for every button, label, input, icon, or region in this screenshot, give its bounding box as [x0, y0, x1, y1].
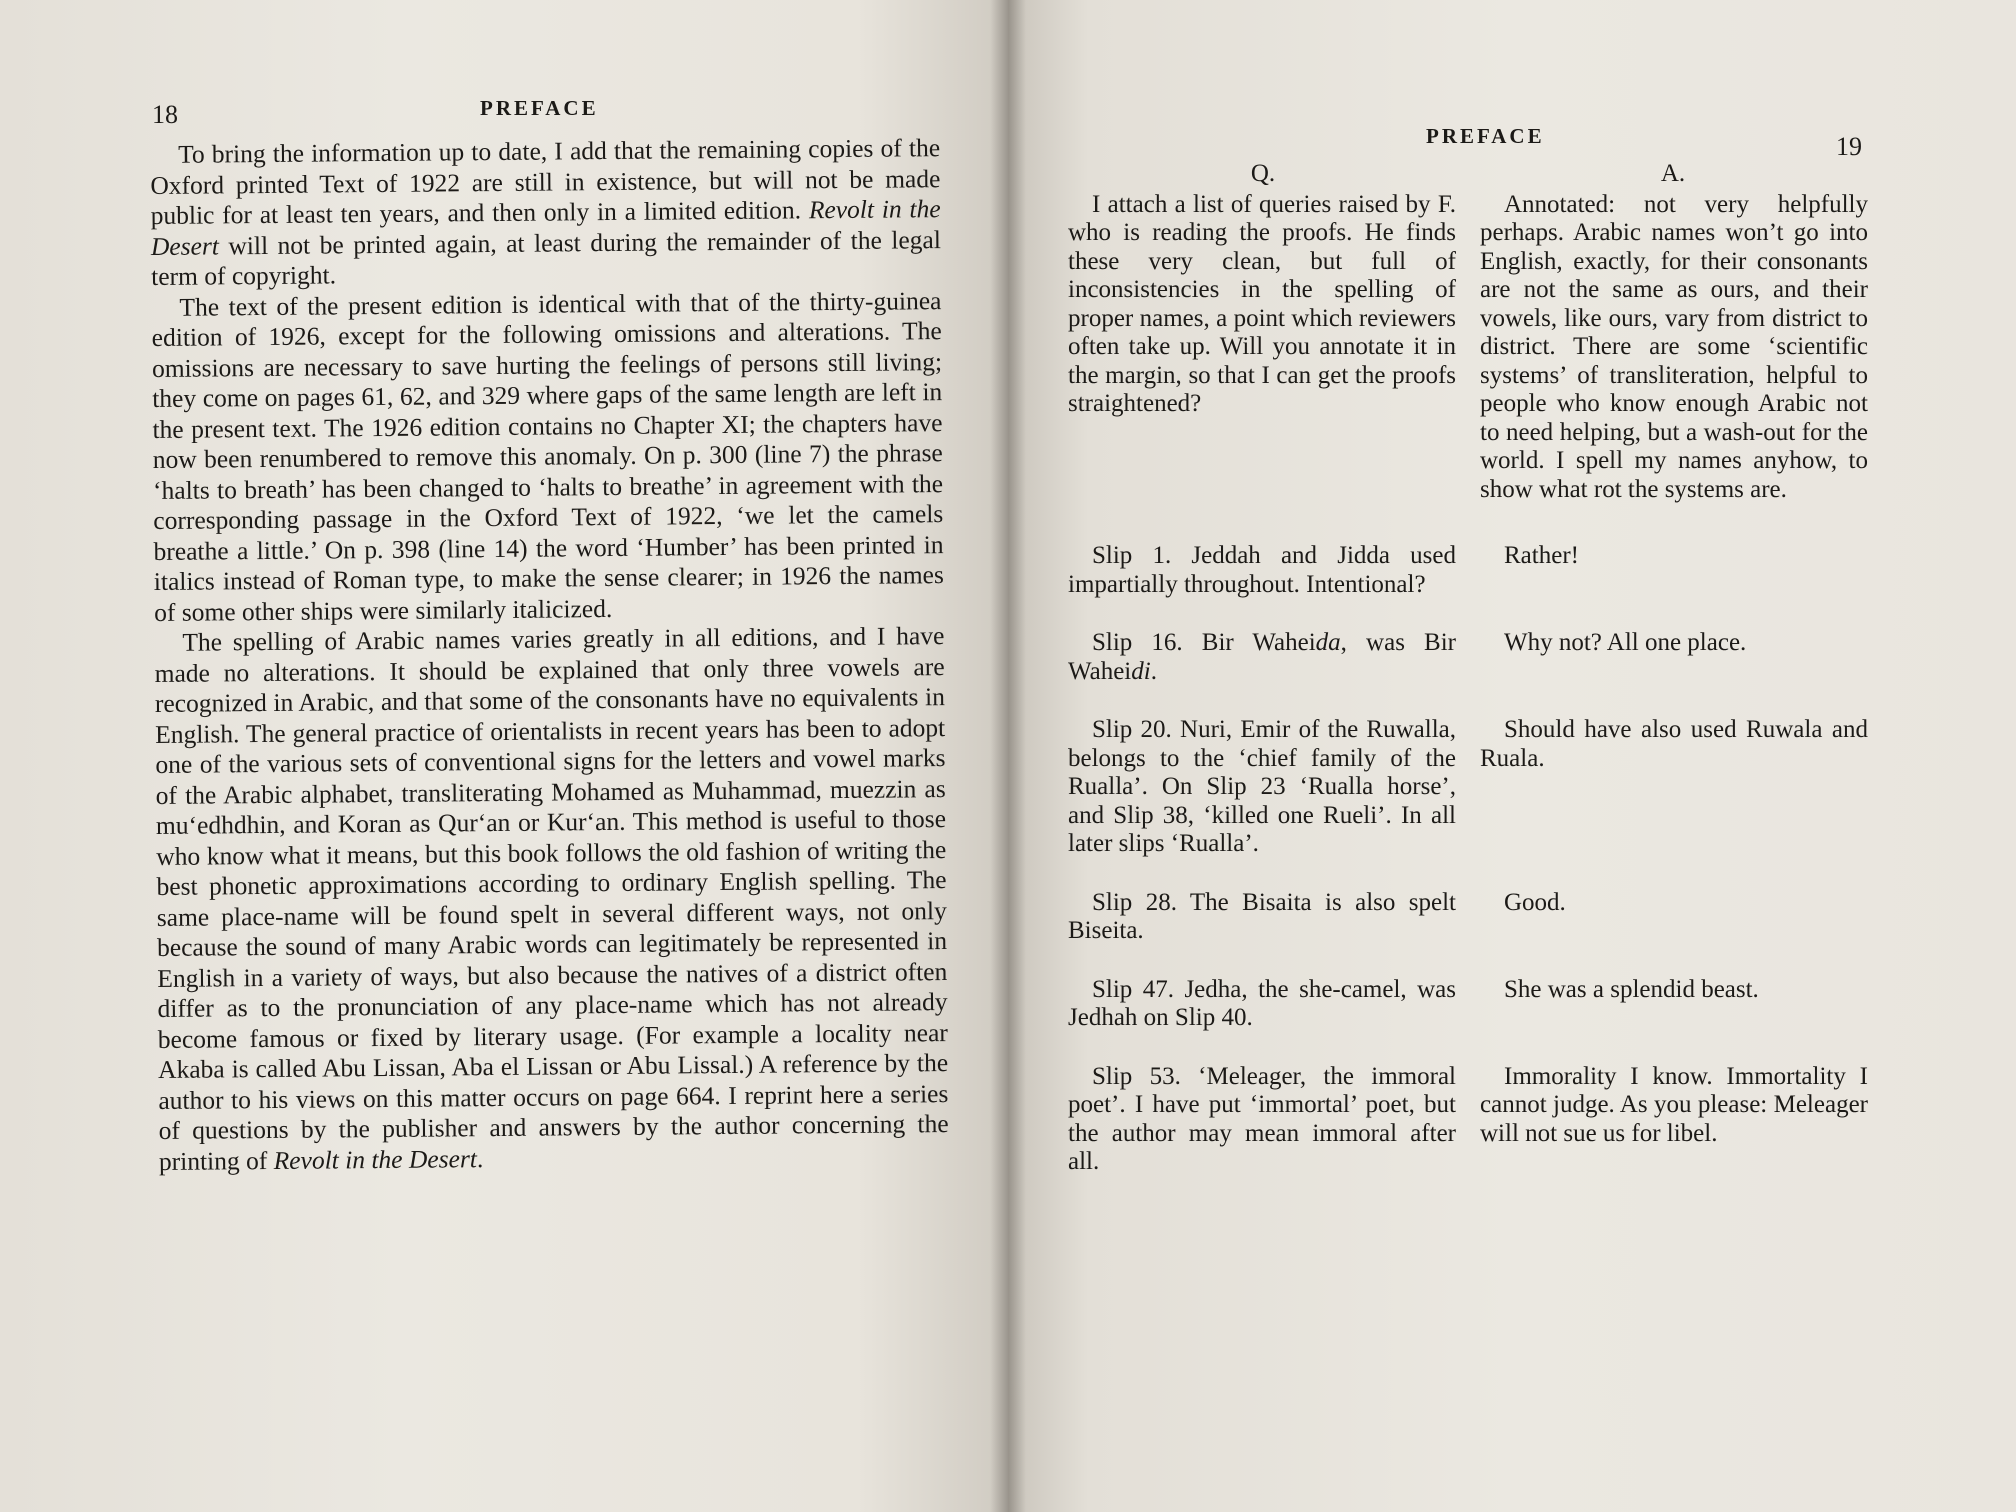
paragraph-1: To bring the information up to date, I add that the remaining copies of the Oxford printed Text of 1922 are still in existence, but will not be made public for at least ten years, and then only in a limited edition. Revolt in the Desert will not be printed again, at least during the remainder of the legal term of copyright. — [150, 133, 942, 291]
slip-answer: Good. — [1504, 888, 1566, 916]
paragraph-3: The spelling of Arabic names varies greatly in all editions, and I have made no alterations. It should be explained that only three vowels are recognized in Arabic, and that some of the consonants have no equivalents in English. The general practice of orientalists in recent years has been to adopt one of the various sets of conventional signs for the letters and vowel marks of the Arabic alphabet, transliterating Mohamed as Muhammad, muezzin as mu‘edhdhin, and Koran as Qur‘an or Kur‘an. This method is useful to those who know what it means, but this book follows the old fashion of writing the best phonetic approximations according to ordinary English spelling. The same place-name will be found spelt in several different ways, not only because the sound of many Arabic words can legitimately be represented in English in a variety of ways, but also because the natives of a district often differ as to the pronunciation of any place-name which has not already become famous or fixed by literary usage. (For example a locality near Akaba is called Abu Lissan, Aba el Lissan or Abu Lissal.) A reference by the author to his views on this matter occurs on page 664. I reprint here a series of questions by the publisher and answers by the author concerning the printing of Revolt in the Desert. — [154, 621, 949, 1176]
page-number-left: 18 — [152, 100, 178, 129]
slip-question: Slip 47. Jedha, the she-camel, was Jedhah on Slip 40. — [1068, 975, 1456, 1031]
slip-row — [1068, 889, 1868, 946]
slip-question: Slip 20. Nuri, Emir of the Ruwalla, belongs to the ‘chief family of the Rualla’. On Slip 23 ‘Rualla horse’, and Slip 38, ‘killed one Rueli’. In all later slips ‘Rualla’. — [1068, 716, 1456, 857]
qa-table — [1068, 160, 1868, 1177]
page-number-right: 19 — [1836, 132, 1862, 161]
slip-question: Slip 53. ‘Meleager, the immoral poet’. I have put ‘immortal’ poet, but the author may mean immoral after all. — [1068, 1062, 1456, 1175]
slip-row — [1068, 976, 1868, 1033]
paragraph-2: The text of the present edition is identical with that of the thirty-guinea edition of 1926, except for the following omissions and alterations. The omissions are necessary to save hurting the feelings of persons still living; they come on pages 61, 62, and 329 where gaps of the same length are left in the present text. The 1926 edition contains no Chapter XI; the chapters have now been renumbered to remove this anomaly. On p. 300 (line 7) the phrase ‘halts to breath’ has been changed to ‘halts to breathe’ in agreement with the corresponding passage in the Oxford Text of 1922, ‘we let the camels breathe a little.’ On p. 398 (line 14) the word ‘Humber’ has been printed in italics instead of Roman type, to make the sense clearer; in 1926 the names of some other ships were similarly italicized. — [151, 285, 944, 627]
slip-answer: Why not? All one place. — [1504, 629, 1747, 656]
running-head-left: PREFACE — [480, 96, 599, 120]
slip-row — [1068, 716, 1868, 859]
running-head-right: PREFACE — [1426, 124, 1545, 148]
a-column-header: A. — [1660, 160, 1686, 187]
intro-answer: Annotated: not very helpfully perhaps. Arabic names won’t go into English, exactly, for their consonants are not the same as ours, and their vowels, like ours, vary from district to district. There are some ‘scientific systems’ of transliteration, helpful to people who know enough Arabic not to need helping, but a wash-out for the world. I spell my names anyhow, to show what rot the systems are. — [1480, 190, 1868, 503]
slip-question: Slip 28. The Bisaita is also spelt Biseita. — [1068, 888, 1456, 944]
left-body-text — [150, 133, 949, 1177]
slip-answer: She was a splendid beast. — [1504, 975, 1759, 1003]
qa-intro-row — [1068, 191, 1868, 505]
slip-answer: Immorality I know. Immortality I cannot judge. As you please: Meleager will not sue us for libel. — [1480, 1062, 1868, 1147]
slip-answer: Should have also used Ruwala and Ruala. — [1480, 716, 1868, 772]
intro-question: I attach a list of queries raised by F. who is reading the proofs. He finds these very clean, but full of inconsistencies in the spelling of proper names, a point which reviewers often take up. Will you annotate it in the margin, so that I can get the proofs straightened? — [1068, 190, 1456, 417]
slip-answer: Rather! — [1504, 542, 1579, 569]
slip-row — [1068, 1063, 1868, 1177]
slip-row — [1068, 629, 1868, 686]
slip-question: Slip 1. Jeddah and Jidda used impartially throughout. Intentional? — [1068, 542, 1456, 598]
slip-question: Slip 16. Bir Waheida, was Bir Waheidi. — [1068, 629, 1457, 685]
qa-headers — [1068, 160, 1868, 189]
q-column-header: Q. — [1250, 160, 1276, 187]
book-gutter — [990, 0, 1026, 1512]
slip-row — [1068, 542, 1868, 599]
